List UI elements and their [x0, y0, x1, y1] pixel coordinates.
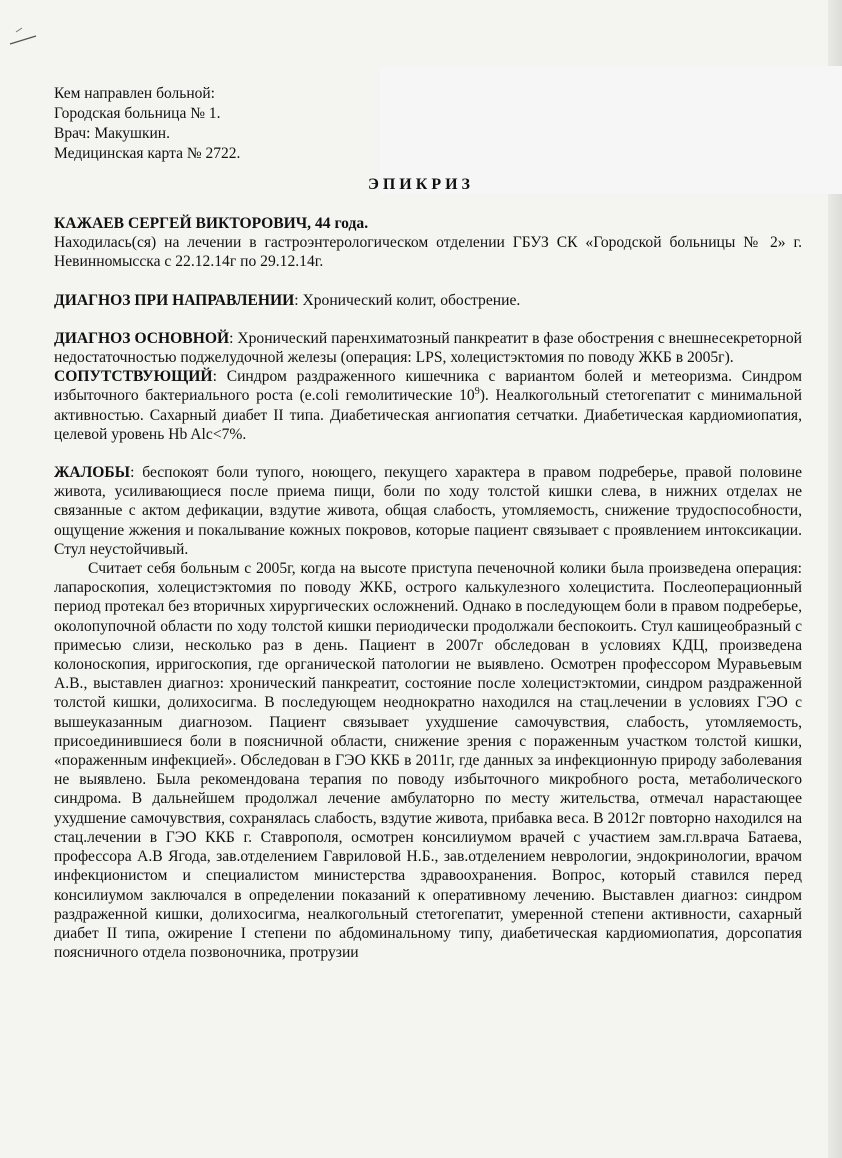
concomitant-sup: 9 [474, 386, 480, 398]
pen-mark-icon [6, 22, 46, 52]
medical-card-number: Медицинская карта № 2722. [54, 145, 241, 162]
diagnosis-referral-label: ДИАГНОЗ ПРИ НАПРАВЛЕНИИ [54, 291, 295, 309]
redacted-area [380, 66, 842, 194]
diagnosis-main-label: ДИАГНОЗ ОСНОВНОЙ [54, 329, 230, 347]
complaints-label: ЖАЛОБЫ [54, 464, 131, 482]
concomitant-text-a: : Синдром раздраженного кишечника с вариантом болей и метеоризма. Синдром избыточного бактериального роста (e.coli гемолитические 10 [54, 368, 802, 405]
referral-header [54, 84, 414, 164]
concomitant-text-b: ). Неалкогольный стетогепатит с минимальной активностью. Сахарный диабет II типа. Диабетическая ангиопатия сетчатки. Диабетическая кардиомиопатия, целевой уровень Hb Alc<7%. [54, 387, 802, 443]
treatment-info: Находилась(ся) на лечении в гастроэнтерологическом отделении ГБУЗ СК «Городской больницы № 2» г. Невинномысска с 22.12.14г по 29.12.14г. [54, 234, 802, 271]
document-title: ЭПИКРИЗ [367, 176, 474, 193]
referral-label: Кем направлен больной: [54, 85, 215, 102]
document-body [54, 214, 802, 962]
diagnosis-main [54, 329, 802, 367]
complaints [54, 463, 802, 559]
diagnosis-referral [54, 291, 802, 310]
referral-hospital: Городская больница № 1. [54, 105, 221, 122]
diagnosis-referral-text: : Хронический колит, обострение. [294, 291, 521, 309]
concomitant-label: СОПУТСТВУЮЩИЙ [54, 368, 213, 386]
patient-name: КАЖАЕВ СЕРГЕЙ ВИКТОРОВИЧ, 44 года. [54, 215, 369, 232]
anamnesis: Считает себя больным с 2005г, когда на высоте приступа печеночной колики была произведена операция: лапароскопия, холецистэктомия по поводу ЖКБ, острого калькулезного холецистита. Послеоперационный период протекал без вторичных хирургических осложнений. Однако в последующем боли в правом подреберье, околопупочной области по ходу толстой кишки периодически продолжали беспокоить. Стул кашицеобразный с примесью слизи, несколько раз в день. Пациент в 2007г обследован в условиях КДЦ, произведена колоноскопия, ирригоскопия, где органической патологии не выявлено. Осмотрен профессором Муравьевым А.В., выставлен диагноз: хронический панкреатит, состояние после холецистэктомии, синдром раздраженной толстой кишки, долихосигма. В последующем неоднократно находился на стац.лечении в условиях ГЭО с вышеуказанным диагнозом. Пациент связывает ухудшение самочувствия, слабость, утомляемость, присоединившиеся боли в поясничной области, снижение зрения с пораженным участком толстой кишки, «пораженным инфекцией». Обследован в ГЭО ККБ в 2011г, где данных за инфекционную природу заболевания не выявлено. Была рекомендована терапия по поводу избыточного микробного роста, метаболического синдрома. В дальнейшем продолжал лечение амбулаторно по месту жительства, отмечал нарастающее ухудшение самочувствия, сохранялась слабость, вздутие живота, прибавка веса. В 2012г повторно находился на стац.лечении в ГЭО ККБ г. Ставрополя, осмотрен консилиумом врачей с участием зам.гл.врача Батаева, профессора А.В Ягода, зав.отделением Гавриловой Н.Б., зав.отделением неврологии, эндокринологии, врачом инфекционистом и специалистом министерства здравоохранения. Вопрос, который ставился перед консилиумом заключался в определении показаний к оперативному лечению. Выставлен диагноз: синдром раздраженной кишки, долихосигма, неалкогольный стетогепатит, умеренной степени активности, сахарный диабет II типа, ожирение I степени по абдоминальному типу, диабетическая кардиомиопатия, дорсопатия поясничного отдела позвоночника, протрузии [54, 560, 802, 962]
diagnosis-main-text: : Хронический паренхиматозный панкреатит в фазе обострения с внешнесекреторной недостаточностью поджелудочной железы (операция: LPS, холецистэктомия по поводу ЖКБ в 2005г). [54, 329, 802, 367]
concomitant-diagnosis [54, 367, 802, 444]
referral-doctor: Врач: Макушкин. [54, 125, 170, 142]
complaints-text: : беспокоят боли тупого, ноющего, пекущего характера в правом подреберье, правой половине живота, усиливающиеся после приема пищи, боли по ходу толстой кишки слева, в нижних отделах не связанные с актом дефикации, вздутие живота, общая слабость, утомляемость, снижение трудоспособности, ощущение жжения и покалывание кожных покровов, которые пациент связывает с проявлением интоксикации. Стул неустойчивый. [54, 464, 802, 558]
